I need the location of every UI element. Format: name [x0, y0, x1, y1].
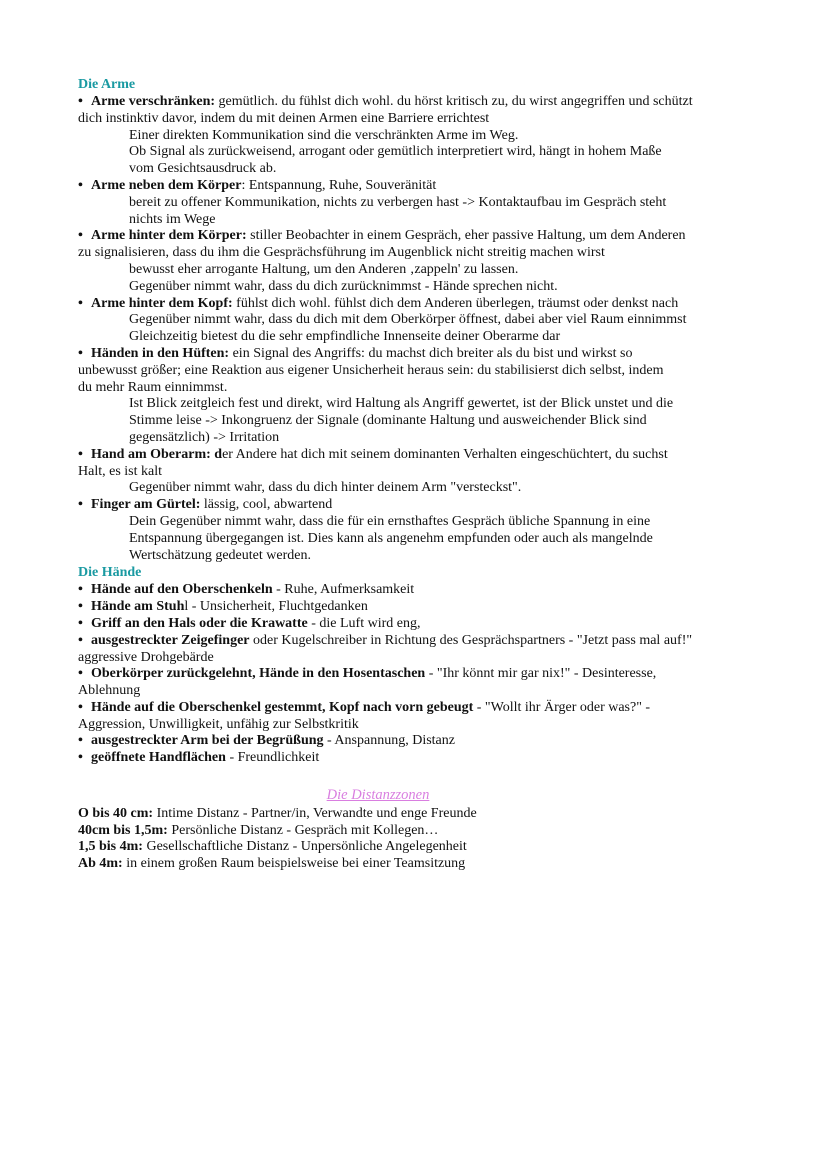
- item-detail: Wertschätzung gedeutet werden.: [129, 547, 311, 563]
- item-text: - Anspannung, Distanz: [323, 733, 455, 749]
- item-term: Hände auf die Oberschenkel gestemmt, Kopf nach vorn gebeugt: [91, 699, 474, 715]
- item-term: ausgestreckter Zeigefinger: [91, 632, 250, 648]
- list-item: [78, 497, 758, 564]
- item-text: l - Unsicherheit, Fluchtgedanken: [184, 599, 368, 615]
- item-detail: vom Gesichtsausdruck ab.: [129, 161, 277, 177]
- item-text: - Ruhe, Aufmerksamkeit: [272, 582, 415, 598]
- section-title-arme: Die Arme: [78, 77, 136, 92]
- item-term: geöffnete Handflächen: [91, 750, 226, 766]
- zone-range: Ab 4m:: [78, 856, 123, 872]
- zone-text: Gesellschaftliche Distanz - Unpersönliche Angelegenheit: [142, 839, 467, 855]
- item-detail: gegensätzlich) -> Irritation: [129, 429, 280, 445]
- item-term: Oberkörper zurückgelehnt, Hände in den Hosentaschen: [91, 666, 426, 682]
- item-text: - "Ihr könnt mir gar nix!" - Desinteresse,: [425, 666, 657, 682]
- item-term: Arme hinter dem Körper:: [91, 228, 247, 244]
- list-item: [78, 666, 758, 700]
- arme-list: [78, 94, 758, 564]
- list-item: [78, 228, 758, 295]
- haende-list: [78, 582, 758, 767]
- item-detail: Ob Signal als zurückweisend, arrogant oder gemütlich interpretiert wird, hängt in hohem Maße: [129, 144, 662, 160]
- item-text: stiller Beobachter in einem Gespräch, eher passive Haltung, um dem Anderen: [246, 228, 686, 244]
- zone-text: Persönliche Distanz - Gespräch mit Kollegen…: [167, 822, 439, 838]
- item-text: : Entspannung, Ruhe, Souveränität: [241, 177, 437, 193]
- item-detail: Gegenüber nimmt wahr, dass du dich mit dem Oberkörper öffnest, dabei aber viel Raum einnimmst: [129, 312, 687, 328]
- section-title-haende: Die Hände: [78, 565, 142, 581]
- zone-text: Intime Distanz - Partner/in, Verwandte und enge Freunde: [153, 805, 477, 821]
- item-term: Händen in den Hüften:: [91, 345, 230, 361]
- item-text: fühlst dich wohl. fühlst dich dem Anderen überlegen, träumst oder denkst nach: [232, 295, 679, 311]
- item-text: - Freundlichkeit: [225, 750, 320, 766]
- item-term: Hände auf den Oberschenkeln: [91, 582, 273, 598]
- zone-row: [78, 806, 758, 823]
- list-item: [78, 750, 758, 767]
- item-detail: Gegenüber nimmt wahr, dass du dich hinter deinem Arm "versteckst".: [129, 480, 522, 496]
- item-continuation: Aggression, Unwilligkeit, unfähig zur Selbstkritik: [78, 716, 359, 732]
- item-continuation: unbewusst größer; eine Reaktion aus eigener Unsicherheit heraus sein: du stabilisierst dich selbst, indem: [78, 362, 664, 378]
- item-detail: bereit zu offener Kommunikation, nichts zu verbergen hast -> Kontaktaufbau im Gespräch steht: [129, 194, 667, 210]
- zone-row: [78, 856, 758, 873]
- zone-range: 40cm bis 1,5m:: [78, 822, 168, 838]
- zone-row: [78, 823, 758, 840]
- item-term: ausgestreckter Arm bei der Begrüßung: [91, 733, 324, 749]
- item-term: Finger am Gürtel:: [91, 497, 201, 513]
- item-text: gemütlich. du fühlst dich wohl. du hörst kritisch zu, du wirst angegriffen und schützt: [215, 94, 693, 109]
- zone-range: 1,5 bis 4m:: [78, 839, 143, 855]
- item-detail: Stimme leise -> Inkongruenz der Signale (dominante Haltung und ausweichender Blick sind: [129, 413, 647, 429]
- list-item: [78, 633, 758, 667]
- item-continuation: Halt, es ist kalt: [78, 463, 162, 479]
- section-title-distanzzonen: Die Distanzzonen: [326, 787, 430, 804]
- item-continuation: zu signalisieren, dass du ihm die Gesprächsführung im Augenblick nicht streitig machen wirst: [78, 245, 605, 261]
- item-detail: Dein Gegenüber nimmt wahr, dass die für ein ernsthaftes Gespräch übliche Spannung in eine: [129, 513, 651, 529]
- document-page: [78, 76, 758, 873]
- item-detail: Entspannung übergegangen ist. Dies kann als angenehm empfunden oder auch als mangelnde: [129, 530, 653, 546]
- item-term: Arme neben dem Körper: [91, 177, 242, 193]
- list-item: [78, 733, 758, 750]
- item-detail: Gegenüber nimmt wahr, dass du dich zurücknimmst - Hände sprechen nicht.: [129, 278, 558, 294]
- list-item: [78, 346, 758, 447]
- list-item: [78, 700, 758, 734]
- list-item: [78, 447, 758, 497]
- zone-row: [78, 839, 758, 856]
- item-text: - "Wollt ihr Ärger oder was?" -: [473, 699, 651, 715]
- item-detail: Gleichzeitig bietest du die sehr empfindliche Innenseite deiner Oberarme dar: [129, 329, 561, 345]
- zone-text: in einem großen Raum beispielsweise bei einer Teamsitzung: [122, 856, 466, 872]
- item-continuation: du mehr Raum einnimmst.: [78, 379, 228, 395]
- zone-range: O bis 40 cm:: [78, 805, 154, 821]
- item-text: ein Signal des Angriffs: du machst dich breiter als du bist und wirkst so: [229, 345, 633, 361]
- item-detail: bewusst eher arrogante Haltung, um den Anderen ‚zappeln' zu lassen.: [129, 261, 519, 277]
- list-item: [78, 582, 758, 599]
- item-term: Arme hinter dem Kopf:: [91, 295, 233, 311]
- item-text: lässig, cool, abwartend: [200, 497, 333, 513]
- item-detail: Einer direkten Kommunikation sind die verschränkten Arme im Weg.: [129, 127, 519, 143]
- item-term: Arme verschränken:: [91, 94, 216, 109]
- item-detail: nichts im Wege: [129, 211, 216, 227]
- list-item: [78, 616, 758, 633]
- item-term: Griff an den Hals oder die Krawatte: [91, 615, 308, 631]
- item-text: - die Luft wird eng,: [307, 615, 421, 631]
- list-item: [78, 178, 758, 228]
- list-item: [78, 296, 758, 346]
- item-term: Hände am Stuh: [91, 599, 185, 615]
- distanzzonen-list: [78, 806, 758, 873]
- item-continuation: aggressive Drohgebärde: [78, 649, 214, 665]
- list-item: [78, 94, 758, 178]
- item-continuation: dich instinktiv davor, indem du mit deinen Armen eine Barriere errichtest: [78, 110, 490, 126]
- item-text: oder Kugelschreiber in Richtung des Gesprächspartners - "Jetzt pass mal auf!": [249, 632, 693, 648]
- list-item: [78, 599, 758, 616]
- item-text: er Andere hat dich mit seinem dominanten Verhalten eingeschüchtert, du suchst: [222, 446, 668, 462]
- item-continuation: Ablehnung: [78, 683, 141, 699]
- item-detail: Ist Blick zeitgleich fest und direkt, wird Haltung als Angriff gewertet, ist der Blick unstet und die: [129, 396, 674, 412]
- item-term: Hand am Oberarm: d: [91, 446, 223, 462]
